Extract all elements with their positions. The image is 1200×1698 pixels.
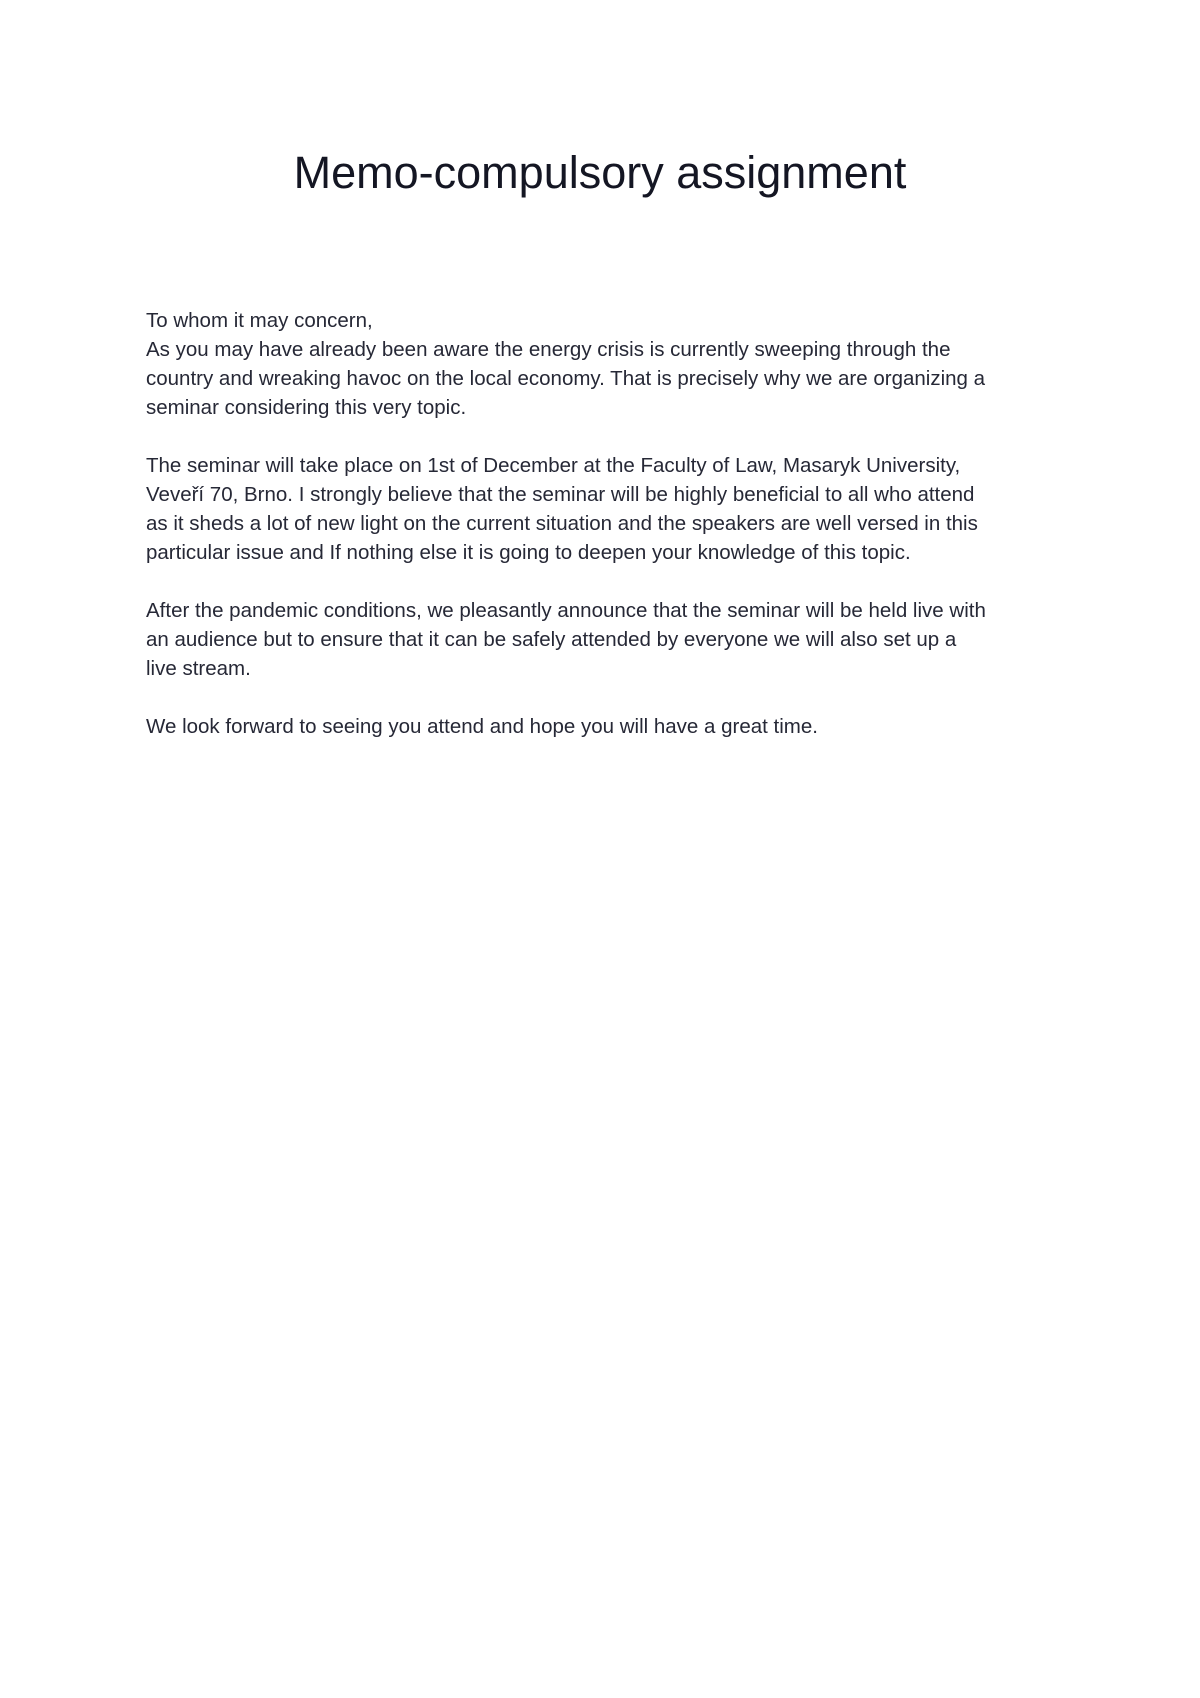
paragraph-line: The seminar will take place on 1st of December at the Faculty of Law, Masaryk University, <box>146 454 961 477</box>
paragraph-spacer <box>146 683 1076 712</box>
paragraph-attendance <box>146 596 1076 683</box>
paragraph-line: an audience but to ensure that it can be safely attended by everyone we will also set up a <box>146 628 957 651</box>
salutation: To whom it may concern, <box>146 309 373 332</box>
document-title: Memo-compulsory assignment <box>293 147 907 198</box>
paragraph-line: We look forward to seeing you attend and hope you will have a great time. <box>146 715 818 738</box>
paragraph-spacer <box>146 422 1076 451</box>
paragraph-line: live stream. <box>146 657 251 680</box>
paragraph-line: as it sheds a lot of new light on the current situation and the speakers are well versed in this <box>146 512 978 535</box>
paragraph-line: As you may have already been aware the energy crisis is currently sweeping through the <box>146 338 951 361</box>
paragraph-seminar-details <box>146 451 1076 567</box>
memo-body <box>146 306 1076 741</box>
paragraph-line: country and wreaking havoc on the local economy. That is precisely why we are organizing a <box>146 367 986 390</box>
paragraph-line: After the pandemic conditions, we pleasantly announce that the seminar will be held live with <box>146 599 986 622</box>
paragraph-line: seminar considering this very topic. <box>146 396 467 419</box>
paragraph-intro <box>146 335 1076 422</box>
paragraph-line: particular issue and If nothing else it is going to deepen your knowledge of this topic. <box>146 541 911 564</box>
paragraph-spacer <box>146 567 1076 596</box>
paragraph-closing <box>146 712 1076 741</box>
paragraph-line: Veveří 70, Brno. I strongly believe that the seminar will be highly beneficial to all who attend <box>146 483 975 506</box>
